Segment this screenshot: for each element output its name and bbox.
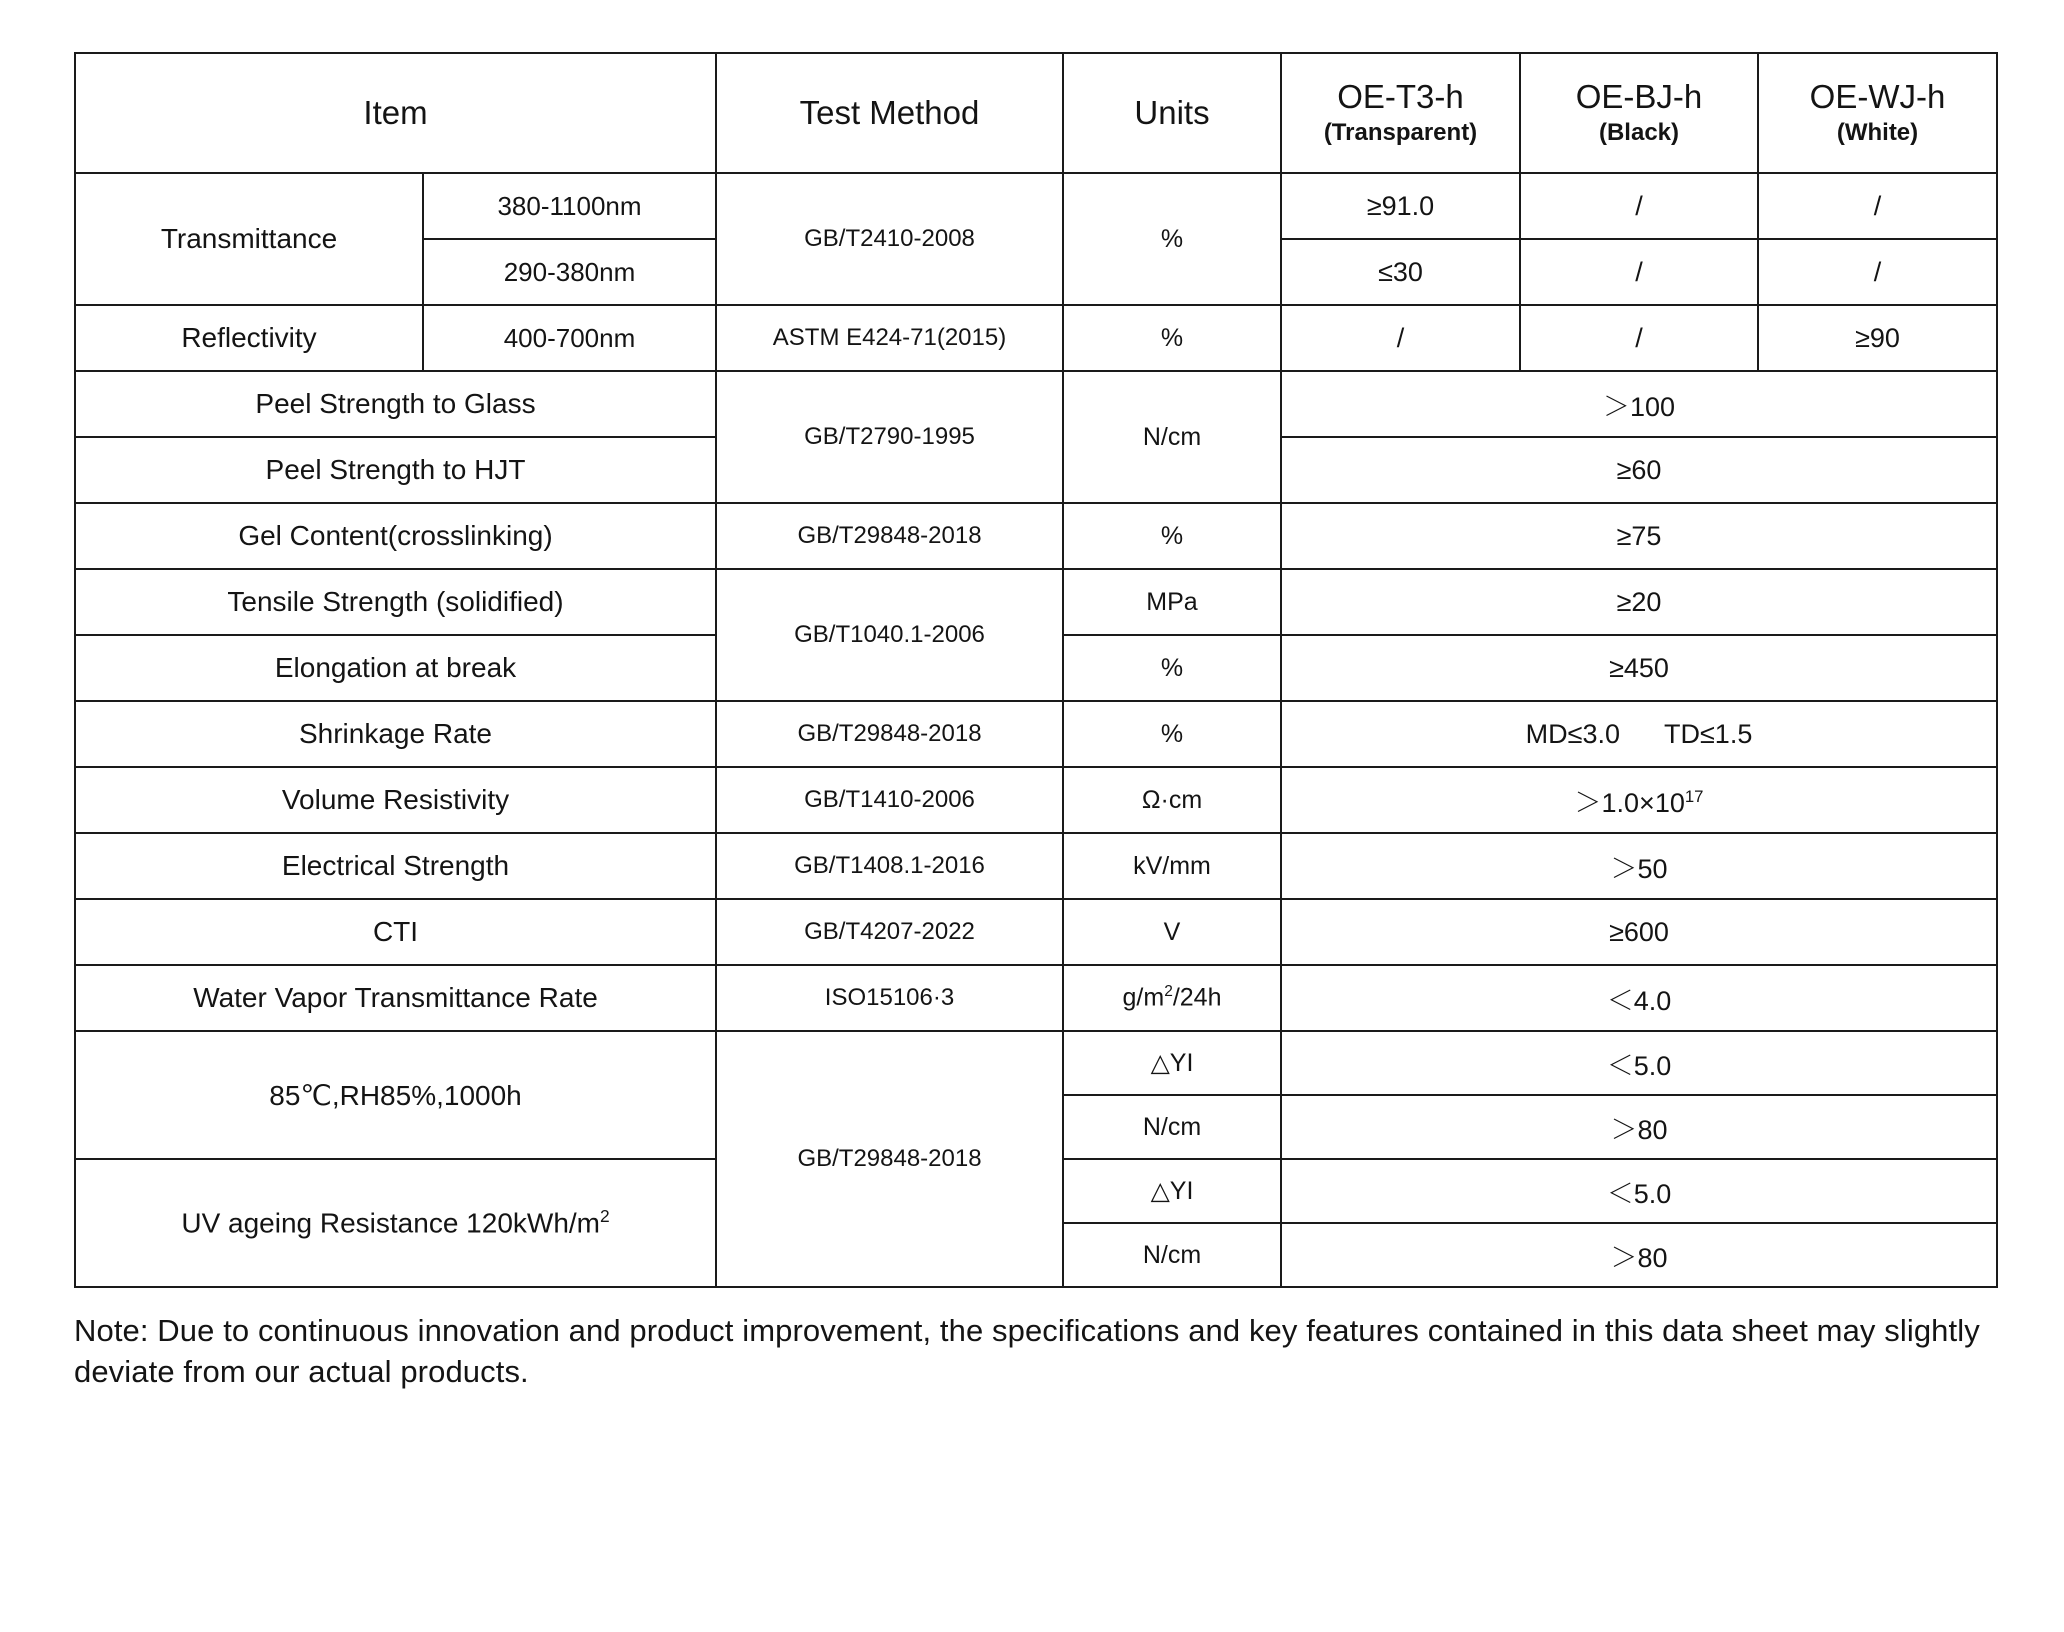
table-row (75, 503, 1997, 569)
ageing-method: GB/T29848-2018 (716, 1031, 1063, 1287)
row-label-wvtr: Water Vapor Transmittance Rate (75, 965, 716, 1031)
table-row (75, 965, 1997, 1031)
uv-ageing-label-exponent: 2 (600, 1206, 610, 1227)
volume-resistivity-value-exponent: 17 (1684, 786, 1704, 806)
row-label-peel-strength-glass: Peel Strength to Glass (75, 371, 716, 437)
transmittance-r2-bj: / (1520, 239, 1758, 305)
wvtr-value: ＜4.0 (1281, 965, 1997, 1031)
table-row (75, 701, 1997, 767)
header-oe-wj-h-label: OE-WJ-h (1809, 78, 1946, 116)
row-label-shrinkage: Shrinkage Rate (75, 701, 716, 767)
volume-resistivity-method: GB/T1410-2006 (716, 767, 1063, 833)
uv-ageing-value-2: ＞80 (1281, 1223, 1997, 1287)
wvtr-units-prefix: g/m (1122, 983, 1165, 1012)
shrinkage-td: TD≤1.5 (1664, 718, 1753, 749)
transmittance-r1-wj: / (1758, 173, 1997, 239)
cti-value: ≥600 (1281, 899, 1997, 965)
table-row (75, 305, 1997, 371)
shrinkage-method: GB/T29848-2018 (716, 701, 1063, 767)
peel-strength-method: GB/T2790-1995 (716, 371, 1063, 503)
transmittance-range-1: 380-1100nm (423, 173, 716, 239)
damp-heat-units-1: △YI (1063, 1031, 1281, 1095)
row-label-tensile-strength: Tensile Strength (solidified) (75, 569, 716, 635)
row-label-peel-strength-hjt: Peel Strength to HJT (75, 437, 716, 503)
table-row (75, 173, 1997, 239)
table-header-row (75, 53, 1997, 173)
row-label-reflectivity: Reflectivity (75, 305, 423, 371)
gel-content-value: ≥75 (1281, 503, 1997, 569)
row-label-gel-content: Gel Content(crosslinking) (75, 503, 716, 569)
tensile-value: ≥20 (1281, 569, 1997, 635)
electrical-strength-method: GB/T1408.1-2016 (716, 833, 1063, 899)
reflectivity-units: % (1063, 305, 1281, 371)
shrinkage-value (1281, 701, 1997, 767)
footnote: Note: Due to continuous innovation and product improvement, the specifications and key features contained in this data sheet may slightly deviate from our actual products. (74, 1313, 1980, 1390)
header-oe-t3-h (1281, 53, 1520, 173)
table-row (75, 1031, 1997, 1095)
uv-ageing-units-2: N/cm (1063, 1223, 1281, 1287)
reflectivity-bj: / (1520, 305, 1758, 371)
header-oe-wj-h (1758, 53, 1997, 173)
header-units: Units (1063, 53, 1281, 173)
cti-method: GB/T4207-2022 (716, 899, 1063, 965)
header-oe-wj-h-sub: (White) (1836, 119, 1919, 147)
row-label-cti: CTI (75, 899, 716, 965)
tensile-units: MPa (1063, 569, 1281, 635)
gel-content-units: % (1063, 503, 1281, 569)
shrinkage-md: MD≤3.0 (1525, 718, 1620, 749)
elongation-value: ≥450 (1281, 635, 1997, 701)
peel-strength-units: N/cm (1063, 371, 1281, 503)
row-label-elongation: Elongation at break (75, 635, 716, 701)
wvtr-units-exponent: 2 (1164, 983, 1173, 1001)
wvtr-units-suffix: /24h (1172, 983, 1222, 1012)
reflectivity-wj: ≥90 (1758, 305, 1997, 371)
wvtr-method: ISO15106·3 (716, 965, 1063, 1031)
damp-heat-units-2: N/cm (1063, 1095, 1281, 1159)
header-oe-bj-h (1520, 53, 1758, 173)
table-row (75, 899, 1997, 965)
row-label-electrical-strength: Electrical Strength (75, 833, 716, 899)
uv-ageing-units-1: △YI (1063, 1159, 1281, 1223)
row-label-uv-ageing (75, 1159, 716, 1287)
transmittance-method: GB/T2410-2008 (716, 173, 1063, 305)
row-label-transmittance: Transmittance (75, 173, 423, 305)
transmittance-r1-bj: / (1520, 173, 1758, 239)
uv-ageing-label-prefix: UV ageing Resistance 120kWh/m (181, 1207, 600, 1239)
header-test-method: Test Method (716, 53, 1063, 173)
gel-content-method: GB/T29848-2018 (716, 503, 1063, 569)
transmittance-r2-t3: ≤30 (1281, 239, 1520, 305)
header-oe-bj-h-label: OE-BJ-h (1575, 78, 1703, 116)
table-row (75, 833, 1997, 899)
table-row (75, 371, 1997, 437)
peel-strength-glass-value: ＞100 (1281, 371, 1997, 437)
row-label-damp-heat: 85℃,RH85%,1000h (75, 1031, 716, 1159)
specification-table (74, 52, 1998, 1288)
electrical-strength-units: kV/mm (1063, 833, 1281, 899)
table-row (75, 569, 1997, 635)
tensile-method: GB/T1040.1-2006 (716, 569, 1063, 701)
header-item: Item (75, 53, 716, 173)
reflectivity-range: 400-700nm (423, 305, 716, 371)
transmittance-units: % (1063, 173, 1281, 305)
shrinkage-units: % (1063, 701, 1281, 767)
header-oe-bj-h-sub: (Black) (1598, 119, 1680, 147)
volume-resistivity-value (1281, 767, 1997, 833)
transmittance-range-2: 290-380nm (423, 239, 716, 305)
cti-units: V (1063, 899, 1281, 965)
peel-strength-hjt-value: ≥60 (1281, 437, 1997, 503)
header-oe-t3-h-label: OE-T3-h (1337, 78, 1464, 116)
damp-heat-value-1: ＜5.0 (1281, 1031, 1997, 1095)
reflectivity-method: ASTM E424-71(2015) (716, 305, 1063, 371)
volume-resistivity-value-prefix: ＞1.0×10 (1574, 787, 1685, 818)
wvtr-units (1063, 965, 1281, 1031)
damp-heat-value-2: ＞80 (1281, 1095, 1997, 1159)
header-oe-t3-h-sub: (Transparent) (1323, 119, 1478, 147)
table-row (75, 767, 1997, 833)
elongation-units: % (1063, 635, 1281, 701)
row-label-volume-resistivity: Volume Resistivity (75, 767, 716, 833)
reflectivity-t3: / (1281, 305, 1520, 371)
transmittance-r2-wj: / (1758, 239, 1997, 305)
transmittance-r1-t3: ≥91.0 (1281, 173, 1520, 239)
uv-ageing-value-1: ＜5.0 (1281, 1159, 1997, 1223)
volume-resistivity-units: Ω·cm (1063, 767, 1281, 833)
electrical-strength-value: ＞50 (1281, 833, 1997, 899)
